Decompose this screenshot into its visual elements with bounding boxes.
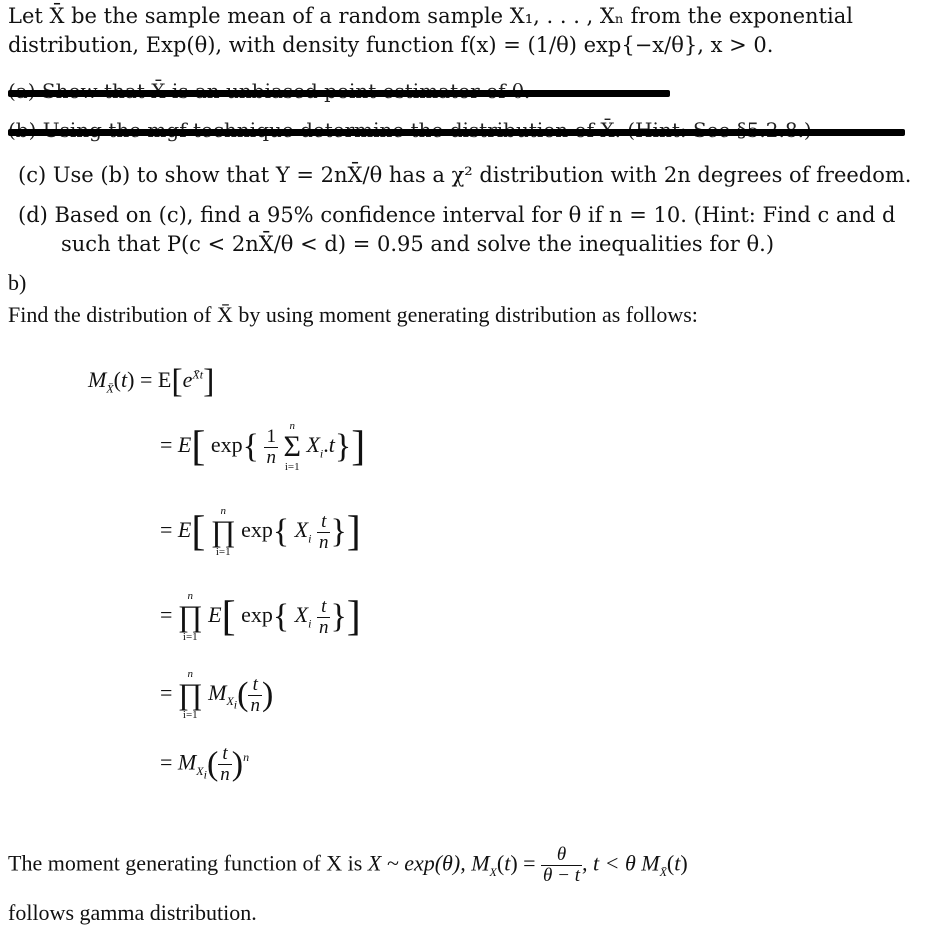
derivation-line-6: = $M_{X_i}$( $\frac{t}{n}$ )$^n$ bbox=[160, 743, 250, 785]
conclusion-line-2: follows gamma distribution. bbox=[8, 900, 257, 925]
fraction-t-over-n: $\frac{t}{n}$ bbox=[220, 743, 230, 785]
fraction-1-over-n: $\frac{1}{n}$ bbox=[266, 425, 276, 468]
derivation-line-1: $M_{X̄}(t) = E[e^{X̄t}]$ bbox=[88, 363, 215, 400]
problem-intro-line1: Let X̄ be the sample mean of a random sample X₁, . . . , Xₙ from the exponential bbox=[8, 4, 853, 28]
conclusion-prefix: The moment generating function of X is bbox=[8, 850, 363, 876]
conclusion-line-1: The moment generating function of X is X ~ exp(θ), $M_X(t)$ = $\frac{\theta}{\theta - t}$ , t < θ $M_{X̄}(t)$ bbox=[8, 844, 688, 886]
derivation-line-3: = E[ n ∏ i=1 exp{ $X_i$ $\frac{t}{n}$ }] bbox=[160, 505, 361, 558]
derivation-line-5: = n ∏ i=1 $M_{X_i}$( $\frac{t}{n}$ ) bbox=[160, 668, 274, 721]
mgf-symbol: M bbox=[88, 367, 107, 393]
solution-heading: Find the distribution of X̄ by using moment generating distribution as follows: bbox=[8, 302, 698, 327]
eq-sign: = E bbox=[139, 367, 172, 393]
product-symbol: n ∏ i=1 bbox=[210, 505, 236, 558]
strike-line-b bbox=[8, 129, 905, 136]
derivation-line-4: = n ∏ i=1 E[ exp{ $X_i$ $\frac{t}{n}$ }] bbox=[160, 590, 361, 643]
mgf-arg-t: t bbox=[121, 367, 128, 393]
solution-part-label: b) bbox=[8, 270, 27, 295]
fraction-t-over-n: $\frac{t}{n}$ bbox=[318, 510, 329, 553]
fraction-t-over-n: $\frac{t}{n}$ bbox=[250, 673, 260, 716]
sum-symbol: n Σ i=1 bbox=[283, 420, 301, 473]
product-symbol: n ∏ i=1 bbox=[177, 668, 203, 721]
fraction-theta-over-theta-minus-t: $\frac{\theta}{\theta - t}$ bbox=[543, 844, 580, 886]
conclusion-formula: X ~ exp(θ), M bbox=[367, 850, 490, 876]
part-a-struck bbox=[8, 79, 670, 105]
part-c: (c) Use (b) to show that Y = 2nX̄/θ has a χ² distribution with 2n degrees of freedom. bbox=[18, 163, 912, 187]
part-d-line1: (d) Based on (c), find a 95% confidence interval for θ if n = 10. (Hint: Find c and d bbox=[18, 203, 896, 227]
derivation-line-2: = E[ exp{ $\frac{1}{n}$ n Σ i=1 $X_i.t$}] bbox=[160, 420, 366, 473]
conclusion-tail: , t < θ M bbox=[581, 850, 660, 876]
product-symbol: n ∏ i=1 bbox=[177, 590, 203, 643]
part-d-line2: such that P(c < 2nX̄/θ < d) = 0.95 and solve the inequalities for θ.) bbox=[61, 232, 775, 256]
mgf-subscript-xbar: X̄ bbox=[106, 381, 114, 396]
fraction-t-over-n: $\frac{t}{n}$ bbox=[318, 595, 329, 638]
exp-e: e bbox=[182, 367, 193, 393]
part-b-struck bbox=[8, 118, 905, 144]
problem-intro-line2: distribution, Exp(θ), with density function f(x) = (1/θ) exp{−x/θ}, x > 0. bbox=[8, 33, 774, 57]
strike-line-a bbox=[8, 90, 670, 97]
